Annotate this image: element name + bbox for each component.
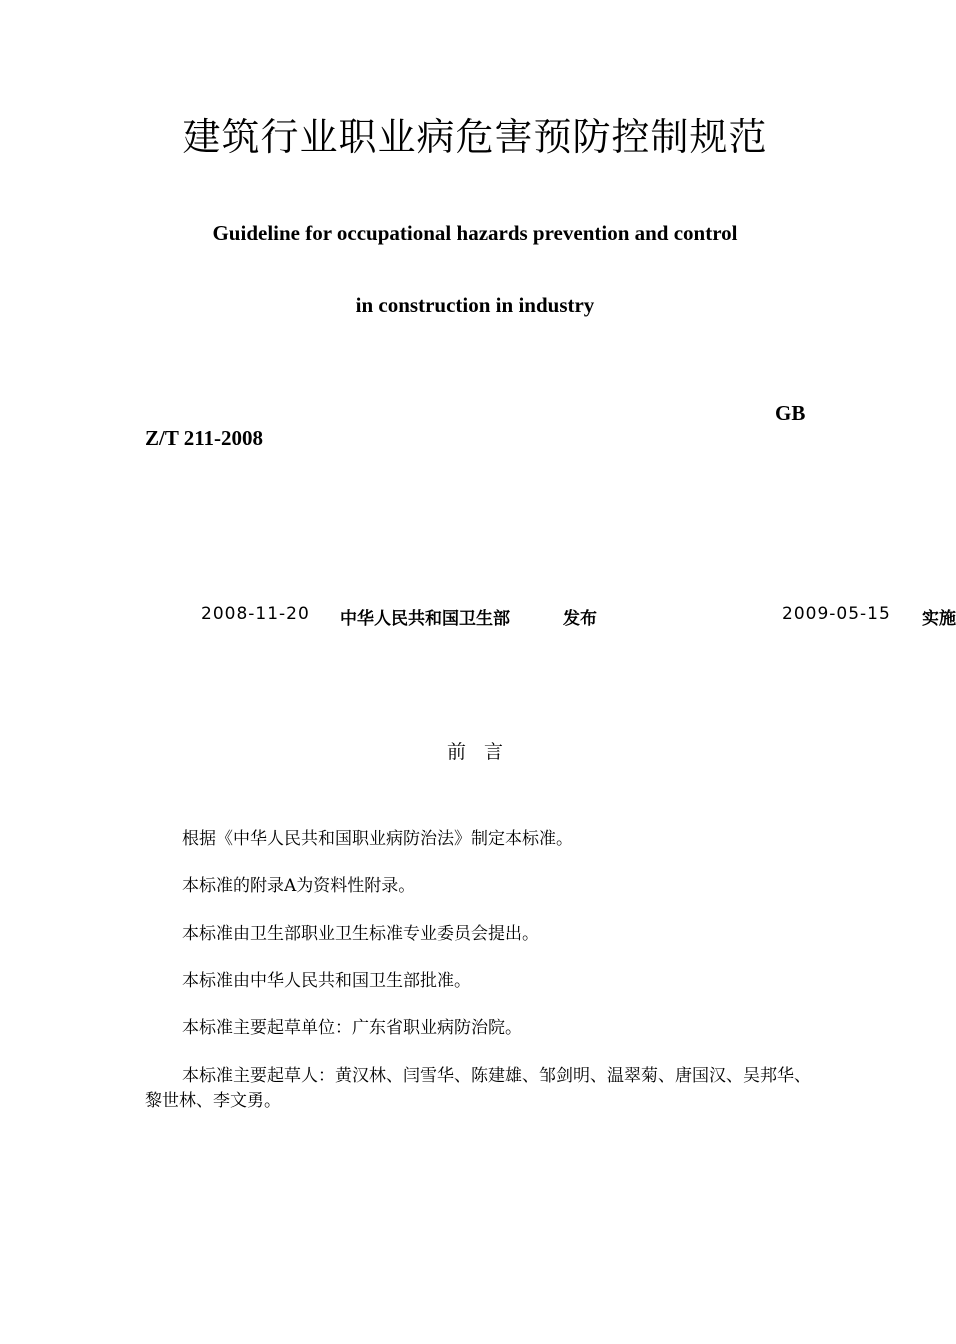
foreword-paragraph: 本标准主要起草人：黄汉林、闫雪华、陈建雄、邹剑明、温翠菊、唐国汉、吴邦华、黎世林、李文勇。 bbox=[145, 1066, 811, 1111]
standard-code-number: Z/T 211-2008 bbox=[145, 426, 264, 450]
implement-action: 实施 bbox=[922, 609, 956, 629]
foreword-paragraph: 本标准的附录A为资料性附录。 bbox=[182, 876, 416, 896]
document-title-en-line1: Guideline for occupational hazards prevention and control bbox=[212, 221, 738, 245]
document-title-cn: 建筑行业职业病危害预防控制规范 bbox=[182, 115, 768, 159]
issuer-name: 中华人民共和国卫生部 bbox=[340, 609, 510, 629]
standard-code-prefix: GB bbox=[775, 401, 806, 425]
implement-date: 2009-05-15 bbox=[782, 604, 891, 624]
issue-action: 发布 bbox=[563, 609, 597, 629]
foreword-heading: 前言 bbox=[446, 741, 521, 763]
foreword-paragraph: 根据《中华人民共和国职业病防治法》制定本标准。 bbox=[182, 829, 573, 849]
foreword-paragraph: 本标准由中华人民共和国卫生部批准。 bbox=[182, 971, 471, 991]
issue-date: 2008-11-20 bbox=[201, 604, 310, 624]
document-title-en-line2: in construction in industry bbox=[355, 293, 595, 317]
foreword-paragraph: 本标准由卫生部职业卫生标准专业委员会提出。 bbox=[182, 924, 539, 944]
foreword-paragraph: 本标准主要起草单位：广东省职业病防治院。 bbox=[182, 1018, 522, 1038]
